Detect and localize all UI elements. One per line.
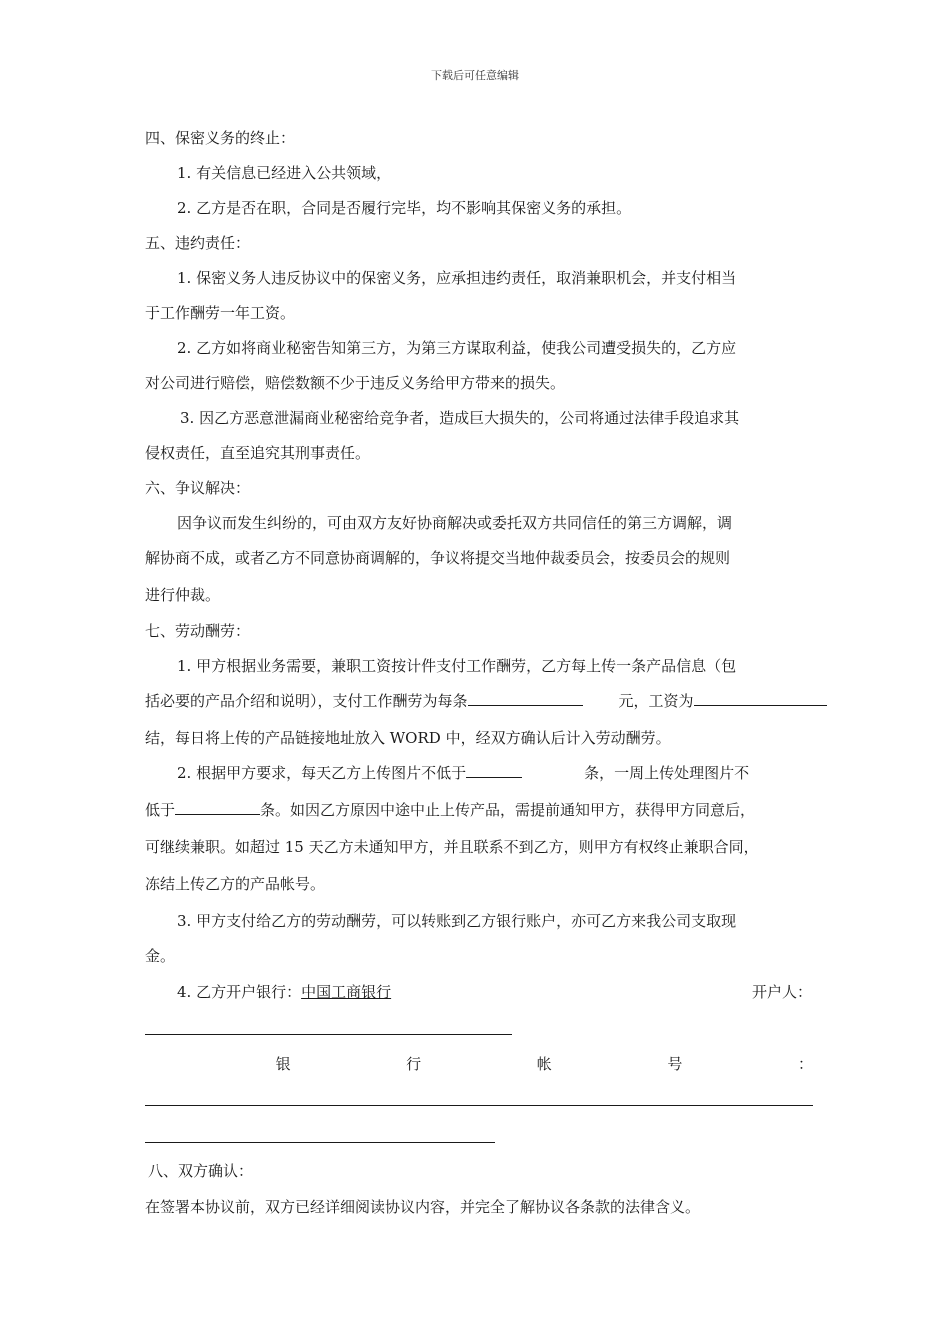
section-7-item-2-line-4: 冻结上传乙方的产品帐号。 [145, 875, 326, 893]
bank-account-char: 号 [667, 1055, 683, 1073]
section-5-item-2-line-2: 对公司进行赔偿，赔偿数额不少于违反义务给甲方带来的损失。 [145, 374, 566, 392]
daily-images-label: 2. 根据甲方要求，每天乙方上传图片不低于 [177, 764, 467, 782]
bank-name: 中国工商银行 [301, 983, 392, 1001]
weekly-images-blank-field[interactable] [175, 800, 260, 815]
weekly-images-label: 条，一周上传处理图片不 [584, 764, 750, 782]
section-7-item-3-line-2: 金。 [145, 947, 176, 965]
rate-label: 括必要的产品介绍和说明），支付工作酬劳为每条 [145, 692, 468, 710]
weekly-min-text: 条。如因乙方原因中途中止上传产品，需提前通知甲方，获得甲方同意后， [260, 801, 756, 819]
section-7-item-3-line-1: 3. 甲方支付给乙方的劳动酬劳，可以转账到乙方银行账户，亦可乙方来我公司支取现 [177, 912, 737, 930]
daily-images-blank-field[interactable] [466, 763, 522, 778]
account-holder-blank-field[interactable] [145, 1034, 512, 1035]
section-6-title: 六、争议解决： [145, 479, 251, 497]
section-7-item-4 [177, 982, 391, 1002]
page-header: 下载后可任意编辑 [431, 69, 519, 82]
section-5-item-1-line-2: 于工作酬劳一年工资。 [145, 304, 296, 322]
section-5-item-3-line-1: 3. 因乙方恶意泄漏商业秘密给竞争者，造成巨大损失的，公司将通过法律手段追求其 [180, 409, 740, 427]
bank-account-blank-field-1[interactable] [145, 1105, 813, 1106]
section-4-item-2: 2. 乙方是否在职，合同是否履行完毕，均不影响其保密义务的承担。 [177, 199, 632, 217]
section-6-line-2: 解协商不成，或者乙方不同意协商调解的，争议将提交当地仲裁委员会，按委员会的规则 [145, 549, 731, 567]
bank-account-char: 帐 [536, 1055, 552, 1073]
section-5-title: 五、违约责任： [145, 234, 251, 252]
bank-account-blank-field-2[interactable] [145, 1142, 495, 1143]
rate-blank-field[interactable] [468, 691, 583, 706]
section-4-title: 四、保密义务的终止： [145, 129, 296, 147]
section-6-line-1: 因争议而发生纠纷的，可由双方友好协商解决或委托双方共同信任的第三方调解，调 [177, 514, 733, 532]
section-7-item-1-line-3: 结，每日将上传的产品链接地址放入 WORD 中，经双方确认后计入劳动酬劳。 [145, 729, 671, 747]
section-4-item-1: 1. 有关信息已经进入公共领域， [177, 164, 392, 182]
section-7-item-2-line-3: 可继续兼职。如超过 15 天乙方未通知甲方，并且联系不到乙方，则甲方有权终止兼职合同， [145, 838, 759, 856]
bank-account-label [145, 1053, 813, 1074]
bank-label: 4. 乙方开户银行： [177, 983, 302, 1001]
section-5-item-2-line-1: 2. 乙方如将商业秘密告知第三方，为第三方谋取利益，使我公司遭受损失的，乙方应 [177, 339, 737, 357]
section-8-title: 八、双方确认： [148, 1162, 254, 1180]
section-7-item-1-line-2 [145, 691, 827, 711]
section-5-item-3-line-2: 侵权责任，直至追究其刑事责任。 [145, 444, 371, 462]
bank-account-char: ： [797, 1055, 813, 1073]
bank-account-char: 银 [275, 1055, 291, 1073]
section-7-item-1-line-1: 1. 甲方根据业务需要，兼职工资按计件支付工作酬劳，乙方每上传一条产品信息（包 [177, 657, 737, 675]
section-7-item-2-line-1 [177, 763, 749, 783]
section-7-item-2-line-2 [145, 800, 755, 820]
wage-blank-field[interactable] [694, 691, 827, 706]
wage-label: 元，工资为 [618, 692, 694, 710]
bank-account-char: 行 [406, 1055, 422, 1073]
section-6-line-3: 进行仲裁。 [145, 586, 221, 604]
account-holder-label: 开户人： [752, 983, 813, 1001]
weekly-min-label: 低于 [145, 801, 176, 819]
section-5-item-1-line-1: 1. 保密义务人违反协议中的保密义务，应承担违约责任，取消兼职机会，并支付相当 [177, 269, 737, 287]
section-8-line-1: 在签署本协议前，双方已经详细阅读协议内容，并完全了解协议各条款的法律含义。 [145, 1198, 701, 1216]
section-7-title: 七、劳动酬劳： [145, 622, 251, 640]
